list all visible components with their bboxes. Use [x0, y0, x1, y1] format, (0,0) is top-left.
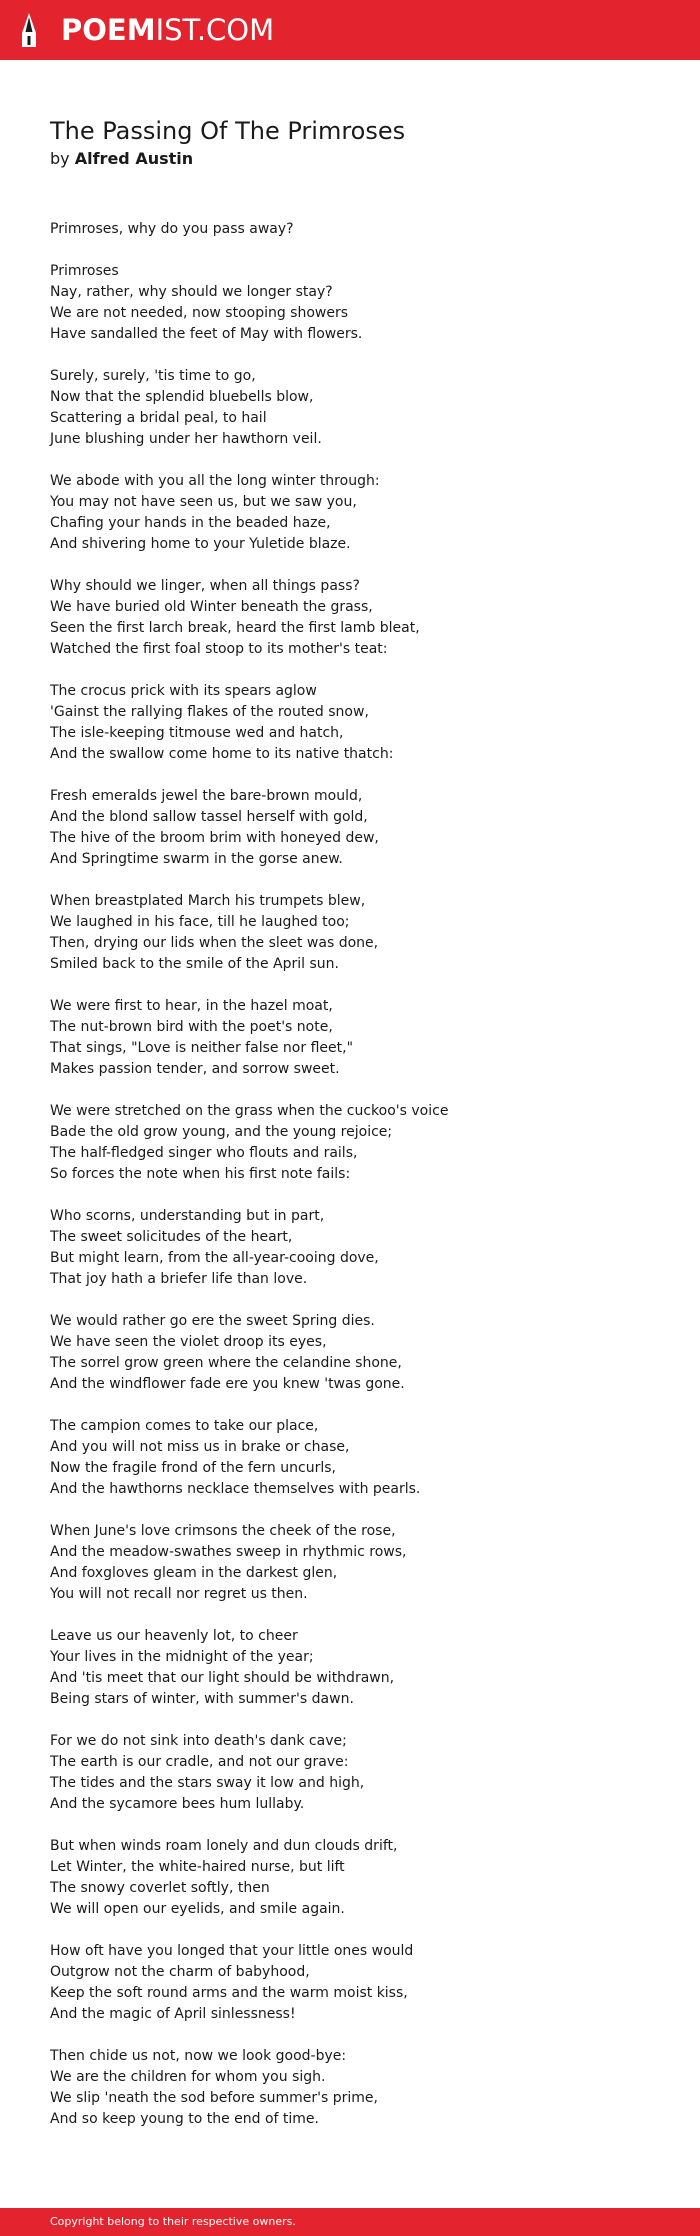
poem-line: Let Winter, the white-haired nurse, but lift	[50, 1859, 345, 1875]
poem-line: And the swallow come home to its native thatch:	[50, 746, 394, 762]
stanza	[50, 1311, 670, 1395]
stanza	[50, 261, 670, 345]
poem-line: We were stretched on the grass when the cuckoo's voice	[50, 1103, 449, 1119]
poem-line: And 'tis meet that our light should be withdrawn,	[50, 1670, 395, 1686]
poem-line: Have sandalled the feet of May with flowers.	[50, 326, 363, 342]
poem-line: Fresh emeralds jewel the bare-brown mould,	[50, 788, 363, 804]
poem-line: So forces the note when his first note fails:	[50, 1166, 351, 1182]
poem-line: The tides and the stars sway it low and high,	[50, 1775, 365, 1791]
stanza	[50, 471, 670, 555]
poem-line: Watched the first foal stoop to its mother's teat:	[50, 641, 388, 657]
poem-line: Nay, rather, why should we longer stay?	[50, 284, 333, 300]
poem-title: The Passing Of The Primroses	[50, 117, 406, 145]
poem-line: That joy hath a briefer life than love.	[50, 1271, 308, 1287]
poem-line: We are not needed, now stooping showers	[50, 305, 349, 321]
poem-line: Surely, surely, 'tis time to go,	[50, 368, 256, 384]
stanza	[50, 1101, 670, 1185]
logo-bold-text: POEM	[61, 13, 156, 47]
poem-line: We have buried old Winter beneath the grass,	[50, 599, 373, 615]
poem-line: We have seen the violet droop its eyes,	[50, 1334, 327, 1350]
stanza	[50, 1836, 670, 1920]
poem-line: You will not recall nor regret us then.	[50, 1586, 308, 1602]
poem-line: And shivering home to your Yuletide blaze.	[50, 536, 351, 552]
stanza	[50, 219, 670, 240]
poem-line: Keep the soft round arms and the warm moist kiss,	[50, 1985, 408, 2001]
poem-line: Outgrow not the charm of babyhood,	[50, 1964, 310, 1980]
poem-line: We will open our eyelids, and smile again.	[50, 1901, 345, 1917]
poem-line: Leave us our heavenly lot, to cheer	[50, 1628, 298, 1644]
poem-line: For we do not sink into death's dank cave;	[50, 1733, 347, 1749]
stanza	[50, 366, 670, 450]
poem-line: Who scorns, understanding but in part,	[50, 1208, 325, 1224]
poem-line: Now that the splendid bluebells blow,	[50, 389, 314, 405]
by-label: by	[50, 149, 70, 168]
poem-body	[50, 219, 670, 2151]
poem-line: And the windflower fade ere you knew 'twas gone.	[50, 1376, 405, 1392]
poem-line: Being stars of winter, with summer's dawn.	[50, 1691, 354, 1707]
stanza	[50, 891, 670, 975]
poem-line: 'Gainst the rallying flakes of the routed snow,	[50, 704, 369, 720]
poem-line: We are the children for whom you sigh.	[50, 2069, 326, 2085]
site-header	[0, 0, 700, 60]
poem-line: The sweet solicitudes of the heart,	[50, 1229, 293, 1245]
poem-line: You may not have seen us, but we saw you,	[50, 494, 357, 510]
poem-line: The sorrel grow green where the celandine shone,	[50, 1355, 402, 1371]
poem-line: Seen the first larch break, heard the first lamb bleat,	[50, 620, 420, 636]
stanza	[50, 576, 670, 660]
stanza	[50, 1731, 670, 1815]
poem-line: The crocus prick with its spears aglow	[50, 683, 317, 699]
stanza	[50, 1941, 670, 2025]
logo-light-text: IST.COM	[155, 13, 275, 47]
poem-line: And the meadow-swathes sweep in rhythmic rows,	[50, 1544, 407, 1560]
poem-line: Primroses, why do you pass away?	[50, 221, 294, 237]
poem-line: We slip 'neath the sod before summer's prime,	[50, 2090, 378, 2106]
poem-line: That sings, "Love is neither false nor fleet,"	[50, 1040, 354, 1056]
poem-line: The snowy coverlet softly, then	[50, 1880, 270, 1896]
poem-line: And the magic of April sinlessness!	[50, 2006, 296, 2022]
stanza	[50, 1416, 670, 1500]
poem-line: How oft have you longed that your little ones would	[50, 1943, 414, 1959]
poem-line: Why should we linger, when all things pass?	[50, 578, 360, 594]
pen-nib-icon[interactable]	[18, 11, 40, 49]
stanza	[50, 2046, 670, 2130]
poem-line: When breastplated March his trumpets blew,	[50, 893, 366, 909]
poem-line: Makes passion tender, and sorrow sweet.	[50, 1061, 340, 1077]
stanza	[50, 1206, 670, 1290]
poem-line: Scattering a bridal peal, to hail	[50, 410, 267, 426]
copyright-text: Copyright belong to their respective owners.	[50, 2215, 296, 2228]
poem-line: The half-fledged singer who flouts and rails,	[50, 1145, 358, 1161]
stanza	[50, 996, 670, 1080]
poem-line: We laughed in his face, till he laughed too;	[50, 914, 350, 930]
poem-line: June blushing under her hawthorn veil.	[50, 431, 322, 447]
poem-line: When June's love crimsons the cheek of the rose,	[50, 1523, 396, 1539]
site-footer	[0, 2208, 700, 2236]
poem-line: The isle-keeping titmouse wed and hatch,	[50, 725, 344, 741]
site-logo[interactable]	[61, 11, 274, 49]
poem-line: Then chide us not, now we look good-bye:	[50, 2048, 347, 2064]
poem-line: Then, drying our lids when the sleet was done,	[50, 935, 379, 951]
poem-line: The hive of the broom brim with honeyed dew,	[50, 830, 379, 846]
poem-line: And you will not miss us in brake or chase,	[50, 1439, 350, 1455]
stanza	[50, 1626, 670, 1710]
author-name[interactable]: Alfred Austin	[74, 149, 194, 168]
poem-line: And so keep young to the end of time.	[50, 2111, 319, 2127]
byline	[50, 149, 193, 169]
poem-line: And foxgloves gleam in the darkest glen,	[50, 1565, 338, 1581]
poem-line: The earth is our cradle, and not our grave:	[50, 1754, 349, 1770]
poem-line: And Springtime swarm in the gorse anew.	[50, 851, 343, 867]
poem-line: Bade the old grow young, and the young rejoice;	[50, 1124, 393, 1140]
stanza	[50, 681, 670, 765]
poem-line: We were first to hear, in the hazel moat,	[50, 998, 333, 1014]
poem-line: Smiled back to the smile of the April sun.	[50, 956, 339, 972]
poem-line: Chafing your hands in the beaded haze,	[50, 515, 331, 531]
poem-line: But when winds roam lonely and dun clouds drift,	[50, 1838, 398, 1854]
stanza	[50, 786, 670, 870]
poem-line: And the blond sallow tassel herself with gold,	[50, 809, 368, 825]
stanza	[50, 1521, 670, 1605]
poem-line: We would rather go ere the sweet Spring dies.	[50, 1313, 375, 1329]
poem-line: Your lives in the midnight of the year;	[50, 1649, 314, 1665]
poem-line: But might learn, from the all-year-cooing dove,	[50, 1250, 379, 1266]
poem-line: Now the fragile frond of the fern uncurls,	[50, 1460, 336, 1476]
poem-line: And the sycamore bees hum lullaby.	[50, 1796, 305, 1812]
poem-line: Primroses	[50, 263, 119, 279]
poem-line: The nut-brown bird with the poet's note,	[50, 1019, 333, 1035]
poem-line: The campion comes to take our place,	[50, 1418, 319, 1434]
poem-line: We abode with you all the long winter through:	[50, 473, 380, 489]
poem-line: And the hawthorns necklace themselves with pearls.	[50, 1481, 421, 1497]
